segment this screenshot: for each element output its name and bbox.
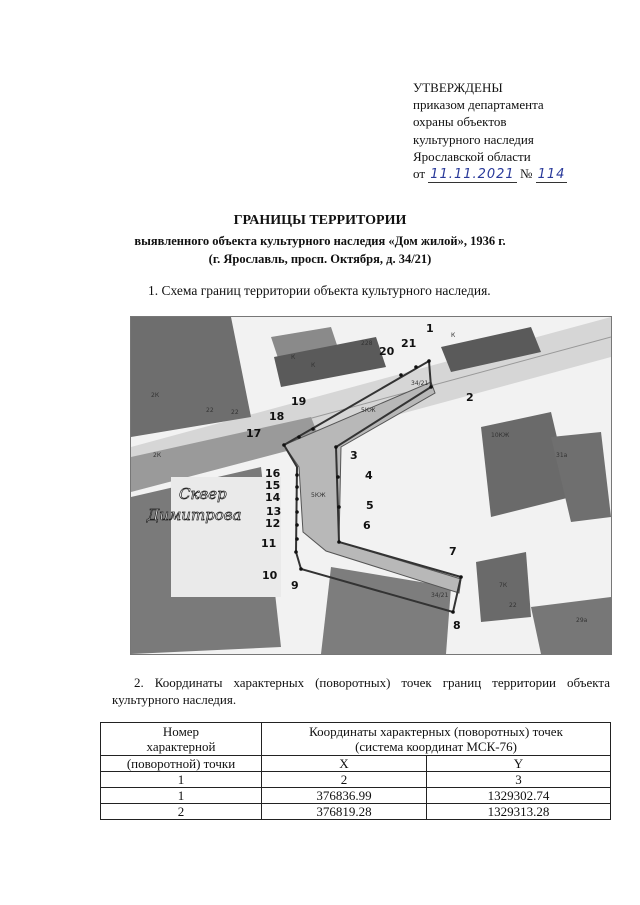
point-label-5: 5 bbox=[366, 499, 374, 512]
svg-text:228: 228 bbox=[361, 340, 373, 347]
point-label-19: 19 bbox=[291, 395, 307, 408]
point-label-21: 21 bbox=[401, 337, 417, 350]
section-1-heading: 1. Схема границ территории объекта культурного наследия. bbox=[148, 283, 491, 298]
column-header-number: Номер характерной bbox=[101, 723, 262, 756]
approval-line: Ярославской области bbox=[413, 148, 531, 164]
document-title: ГРАНИЦЫ ТЕРРИТОРИИ bbox=[233, 213, 407, 228]
svg-text:К: К bbox=[451, 332, 456, 339]
svg-text:10КЖ: 10КЖ bbox=[491, 432, 510, 439]
point-label-4: 4 bbox=[365, 469, 373, 482]
point-label-20: 20 bbox=[379, 345, 395, 358]
handwritten-date: 11.11.2021 bbox=[430, 167, 515, 183]
point-label-12: 12 bbox=[265, 517, 281, 530]
point-label-18: 18 bbox=[269, 410, 285, 423]
approval-line: культурного наследия bbox=[413, 131, 534, 147]
svg-text:34/21: 34/21 bbox=[431, 592, 449, 599]
svg-text:34/21: 34/21 bbox=[411, 380, 429, 387]
table-row: 2 376819.28 1329313.28 bbox=[101, 804, 611, 820]
svg-text:2К: 2К bbox=[151, 392, 160, 399]
table-row: 1 376836.99 1329302.74 bbox=[101, 788, 611, 804]
svg-text:22: 22 bbox=[231, 409, 239, 416]
address-subtitle: (г. Ярославль, просп. Октября, д. 34/21) bbox=[208, 252, 432, 266]
svg-text:22: 22 bbox=[509, 602, 517, 609]
park-name-1: Сквер bbox=[179, 485, 227, 503]
point-label-13: 13 bbox=[266, 505, 282, 518]
building-2k bbox=[131, 317, 251, 437]
number-prefix: № bbox=[519, 166, 533, 182]
point-label-6: 6 bbox=[363, 519, 371, 532]
approval-block bbox=[413, 79, 567, 183]
object-subtitle: выявленного объекта культурного наследия «Дом жилой», 1936 г. bbox=[134, 234, 506, 248]
point-label-3: 3 bbox=[350, 449, 358, 462]
column-header-coordinates: Координаты характерных (поворотных) точек (система координат МСК-76) bbox=[262, 723, 611, 756]
point-label-8: 8 bbox=[453, 619, 461, 632]
point-label-14: 14 bbox=[265, 491, 281, 504]
approval-line: охраны объектов bbox=[413, 114, 507, 130]
svg-text:5КЖ: 5КЖ bbox=[311, 492, 326, 499]
point-label-1: 1 bbox=[426, 322, 434, 335]
point-label-15: 15 bbox=[265, 479, 281, 492]
svg-text:31а: 31а bbox=[556, 452, 568, 459]
handwritten-number: 114 bbox=[537, 167, 566, 183]
approval-line: приказом департамента bbox=[413, 97, 544, 113]
park-name-2: Димитрова bbox=[147, 506, 242, 524]
svg-text:5КЖ: 5КЖ bbox=[361, 407, 376, 414]
point-label-7: 7 bbox=[449, 545, 457, 558]
svg-text:К: К bbox=[311, 362, 316, 369]
table-index-row: 1 2 3 bbox=[101, 772, 611, 788]
boundary-map bbox=[130, 316, 612, 655]
svg-text:2К: 2К bbox=[153, 452, 162, 459]
date-prefix: от bbox=[413, 166, 426, 182]
column-header-x: X bbox=[262, 756, 427, 772]
approval-title: УТВЕРЖДЕНЫ bbox=[413, 80, 503, 95]
svg-text:К: К bbox=[291, 354, 296, 361]
svg-text:29а: 29а bbox=[576, 617, 588, 624]
map-svg bbox=[131, 317, 611, 654]
point-label-9: 9 bbox=[291, 579, 299, 592]
coordinates-table bbox=[100, 722, 611, 820]
point-label-16: 16 bbox=[265, 467, 281, 480]
building-29a bbox=[531, 597, 611, 654]
point-label-2: 2 bbox=[466, 391, 474, 404]
svg-text:7К: 7К bbox=[499, 582, 508, 589]
section-2-paragraph: 2. Координаты характерных (поворотных) точек границ территории объекта культурного наследия. bbox=[112, 675, 610, 707]
svg-text:22: 22 bbox=[206, 407, 214, 414]
point-label-11: 11 bbox=[261, 537, 277, 550]
point-label-10: 10 bbox=[262, 569, 278, 582]
point-label-17: 17 bbox=[246, 427, 262, 440]
column-header-y: Y bbox=[426, 756, 610, 772]
approval-date-line bbox=[413, 165, 567, 183]
column-header-number-line3: (поворотной) точки bbox=[101, 756, 262, 772]
